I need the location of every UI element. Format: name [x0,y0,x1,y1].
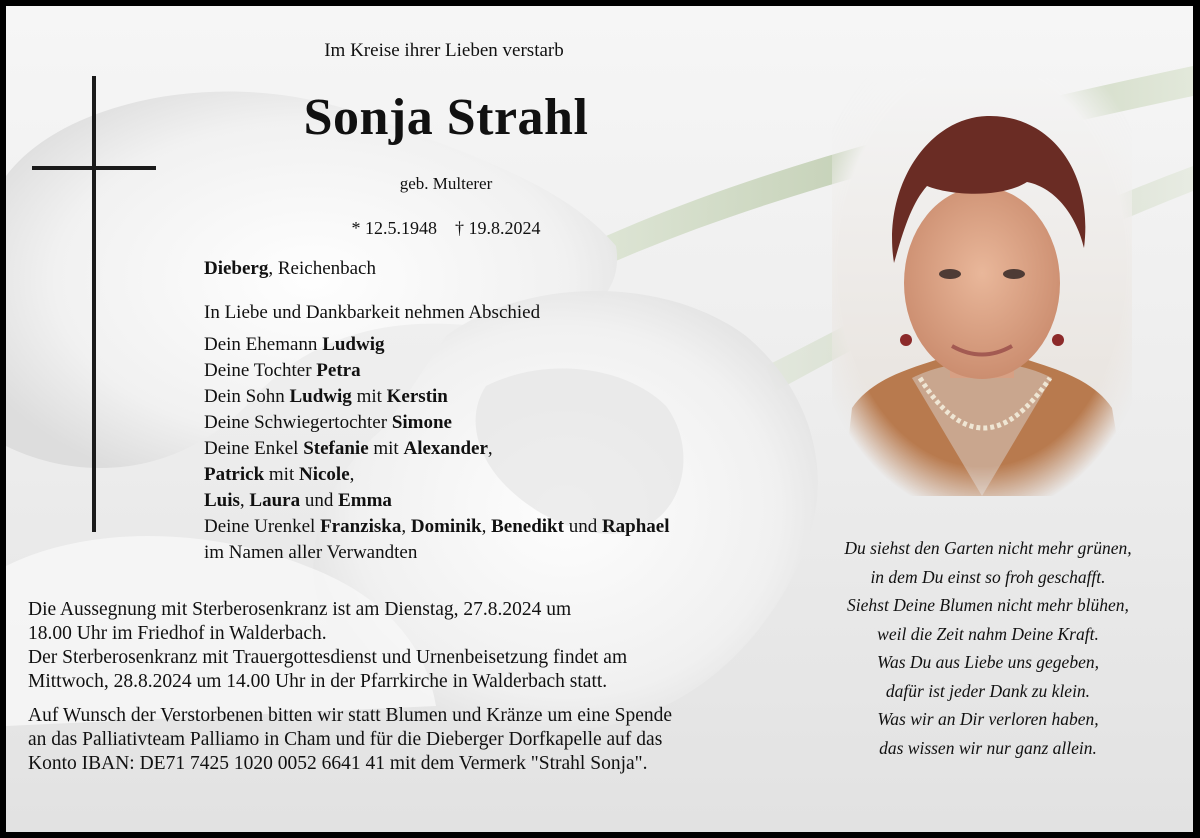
deceased-name: Sonja Strahl [303,89,589,146]
mourner-line: im Namen aller Verwandten [204,542,418,563]
portrait-photo [832,78,1132,496]
donation-paragraph: Auf Wunsch der Verstorbenen bitten wir statt Blumen und Kränze um eine Spende an das Palliativteam Palliamo in Cham und für die Dieberger Dorfkapelle auf das Konto IBAN: DE71 7425 1020 0052 6641 41 mit dem Vermerk "Strahl Sonja". [28,705,673,774]
mourner-line: Patrick mit Nicole, [204,464,355,485]
residence [204,258,376,280]
header-line: Im Kreise ihrer Lieben verstarb [324,40,564,61]
mourner-line: Deine Schwiegertochter Simone [204,412,452,433]
mourner-line: Deine Tochter Petra [204,360,361,381]
mourner-line: Dein Sohn Ludwig mit Kerstin [204,386,448,407]
mourner-line: Luis, Laura und Emma [204,490,392,511]
mourner-line: Deine Urenkel Franziska, Dominik, Benedikt und Raphael [204,516,670,537]
poem-line: weil die Zeit nahm Deine Kraft. [877,623,1099,644]
cross-icon-horizontal [32,166,156,170]
poem-line: in dem Du einst so froh geschafft. [870,566,1106,587]
mourners-intro: In Liebe und Dankbarkeit nehmen Abschied [204,302,541,323]
life-dates [246,218,646,239]
poem-line: Was Du aus Liebe uns gegeben, [877,652,1099,672]
poem-line: das wissen wir nur ganz allein. [879,737,1097,758]
death-date: † 19.8.2024 [455,218,541,238]
poem-line: dafür ist jeder Dank zu klein. [885,680,1091,701]
poem-line: Du siehst den Garten nicht mehr grünen, [844,538,1132,558]
mourner-line: Dein Ehemann Ludwig [204,334,385,355]
residence-main: Dieberg [204,258,269,279]
poem-line: Was wir an Dir verloren haben, [877,709,1099,729]
obituary-card [6,6,1193,832]
poem-line: Siehst Deine Blumen nicht mehr blühen, [847,595,1129,615]
birth-name: geb. Multerer [399,174,493,193]
mourners-list [204,300,670,566]
cross-icon-vertical [92,76,96,532]
service-paragraph: Die Aussegnung mit Sterberosenkranz ist am Dienstag, 27.8.2024 um 18.00 Uhr im Friedhof in Walderbach. Der Sterberosenkranz mit Trauergottesdienst und Urnenbeisetzung findet am Mittwoch, 28.8.2024 um 14.00 Uhr in der Pfarrkirche in Walderbach statt. [28,599,628,692]
mourner-line: Deine Enkel Stefanie mit Alexander, [204,438,493,459]
residence-rest: , Reichenbach [268,258,376,279]
memorial-poem [798,534,1178,762]
birth-date: * 12.5.1948 [351,218,437,238]
service-info [28,598,808,776]
